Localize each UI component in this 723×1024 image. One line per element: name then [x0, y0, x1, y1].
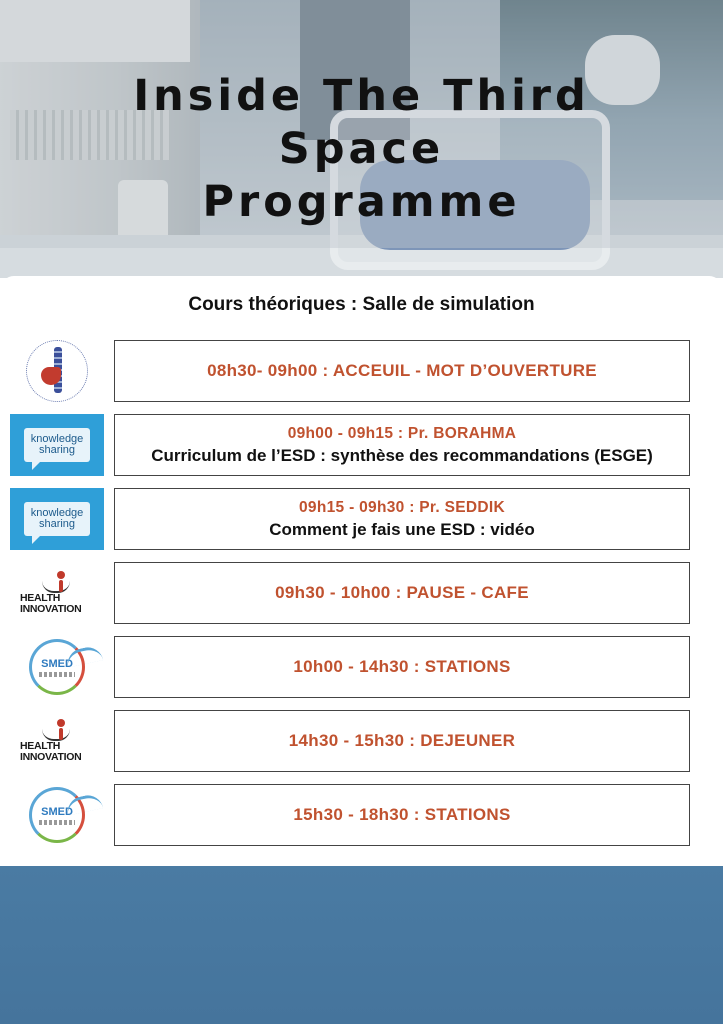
knowledge-sharing-logo — [10, 414, 104, 476]
schedule-time: 09h00 - 09h15 : Pr. BORAHMA — [287, 424, 517, 442]
title-line-1: Inside The Third — [133, 71, 590, 121]
schedule-description: Comment je fais une ESD : vidéo — [269, 519, 535, 539]
smed-logo — [10, 784, 104, 846]
speech-bubble-icon: knowledge sharing — [24, 502, 90, 536]
knowledge-sharing-logo — [10, 488, 104, 550]
smed-ring-icon: SMED — [29, 639, 85, 695]
health-innovation-logo: HEALTH INNOVATION — [10, 562, 104, 624]
speech-bubble-icon: knowledge sharing — [24, 428, 90, 462]
section-subtitle: Cours théoriques : Salle de simulation — [188, 294, 535, 315]
title-line-3: Programme — [202, 177, 521, 227]
schedule-row — [114, 488, 690, 550]
schedule-time: 15h30 - 18h30 : STATIONS — [293, 805, 511, 824]
title-line-2: Space — [278, 124, 445, 174]
page-title — [0, 70, 723, 229]
schedule-time: 09h15 - 09h30 : Pr. SEDDIK — [299, 498, 505, 516]
schedule-row — [114, 784, 690, 846]
schedule-time: 14h30 - 15h30 : DEJEUNER — [288, 731, 516, 750]
schedule-time: 08h30- 09h00 : ACCEUIL - MOT D’OUVERTURE — [207, 361, 597, 380]
footer-band — [0, 866, 723, 1024]
health-innovation-logo: HEALTH INNOVATION — [10, 710, 104, 772]
schedule-description: Curriculum de l’ESD : synthèse des recommandations (ESGE) — [151, 445, 653, 465]
schedule-row — [114, 636, 690, 698]
schedule-row — [114, 340, 690, 402]
schedule-row — [114, 562, 690, 624]
service-logo-icon — [10, 340, 104, 402]
health-innovation-icon — [20, 571, 80, 593]
smed-ring-icon: SMED — [29, 787, 85, 843]
smed-logo — [10, 636, 104, 698]
schedule-time: 09h30 - 10h00 : PAUSE - CAFE — [275, 583, 529, 602]
schedule-row — [114, 710, 690, 772]
schedule-time: 10h00 - 14h30 : STATIONS — [293, 657, 511, 676]
health-innovation-icon — [20, 719, 80, 741]
schedule-row — [114, 414, 690, 476]
